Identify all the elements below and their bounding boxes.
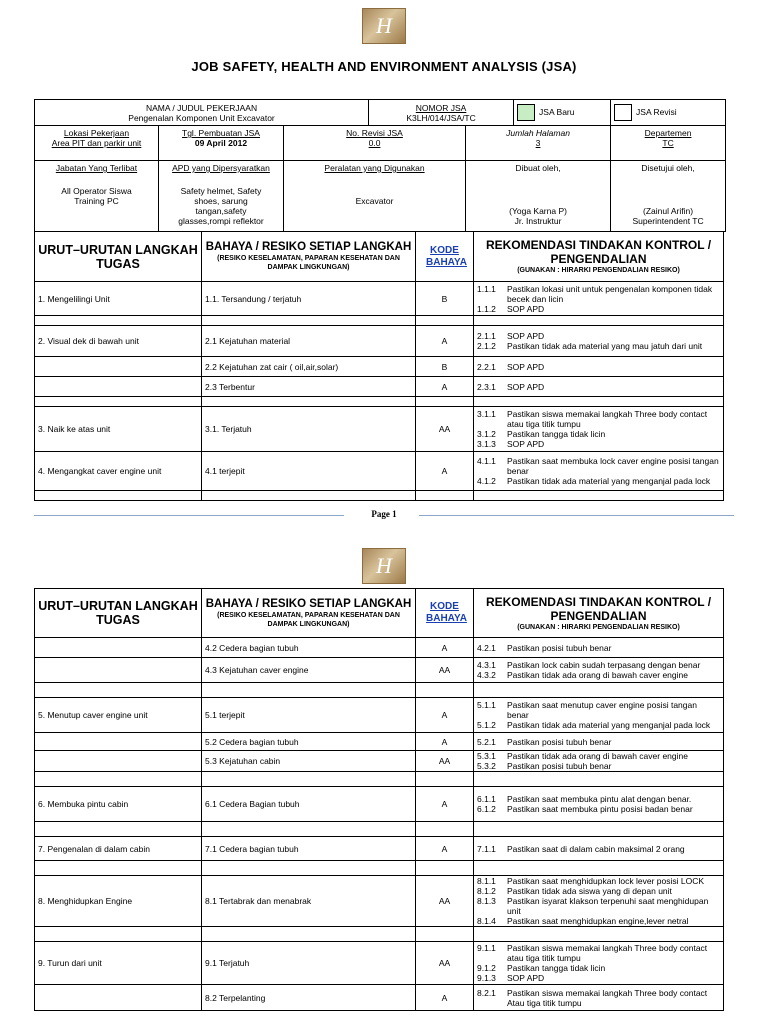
step-row [35, 326, 724, 357]
recommendation-text: Pastikan siswa memakai langkah Three body contact atau tiga titik tumpu [507, 943, 708, 963]
recommendation-text: Pastikan tidak ada orang di bawah caver engine [507, 670, 688, 680]
recommendation-item [477, 409, 720, 429]
recommendation-cell [474, 985, 724, 1011]
hazard-cell: 2.3 Terbentur [202, 377, 416, 397]
step-row [35, 787, 724, 822]
step-row [35, 942, 724, 985]
recommendation-item [477, 737, 720, 747]
hazard-cell: 5.3 Kejatuhan cabin [202, 751, 416, 772]
disetujui-cell [611, 161, 726, 232]
spacer-cell [474, 683, 724, 698]
header-rekomendasi-sub: (GUNAKAN : HIRARKI PENGENDALIAN RESIKO) [517, 267, 680, 274]
jsa-steps-table-page2 [34, 588, 724, 1011]
jsa-number-value: K3LH/014/JSA/TC [406, 112, 476, 123]
recommendation-text: Pastikan tidak ada material yang menganjal pada lock [507, 476, 711, 486]
jabatan-value: All Operator Siswa Training PC [61, 186, 132, 206]
recommendation-number: 1.1.1 [477, 283, 496, 294]
step-cell [35, 357, 202, 377]
dibuat-label: Dibuat oleh, [515, 163, 561, 173]
step-row [35, 282, 724, 316]
hazard-code-cell: AA [416, 658, 474, 683]
recommendation-number: 8.1.2 [477, 886, 496, 896]
recommendation-number: 2.1.1 [477, 331, 496, 341]
step-cell [35, 733, 202, 751]
recommendation-number: 5.2.1 [477, 736, 496, 747]
hazard-cell: 1.1. Tersandung / terjatuh [202, 282, 416, 316]
header-kode-bahaya[interactable]: KODE BAHAYA [416, 589, 474, 638]
recommendation-number: 8.1.4 [477, 916, 496, 926]
revisi-value: 0.0 [368, 138, 381, 148]
header-rekomendasi: REKOMENDASI TINDAKAN KONTROL / PENGENDALIAN [485, 594, 712, 623]
recommendation-item [477, 896, 720, 916]
recommendation-cell [474, 452, 724, 491]
step-row [35, 837, 724, 861]
recommendation-cell [474, 658, 724, 683]
spacer-row [35, 491, 724, 501]
hazard-code-cell: A [416, 733, 474, 751]
recommendation-number: 4.3.2 [477, 670, 496, 680]
recommendation-cell [474, 787, 724, 822]
step-row [35, 751, 724, 772]
company-logo: H [362, 8, 406, 44]
jabatan-label: Jabatan Yang Terlibat [55, 163, 138, 173]
recommendation-text: Pastikan tangga tidak licin [507, 963, 606, 973]
spacer-row [35, 316, 724, 326]
recommendation-item [477, 382, 720, 392]
step-row [35, 638, 724, 658]
recommendation-text: SOP APD [507, 381, 545, 392]
jsa-revisi-checkbox[interactable] [614, 104, 632, 121]
jsa-info-table [34, 99, 726, 232]
recommendation-cell [474, 638, 724, 658]
spacer-row [35, 397, 724, 407]
step-cell: 2. Visual dek di bawah unit [35, 326, 202, 357]
recommendation-text: Pastikan posisi tubuh benar [507, 736, 612, 747]
hazard-code-cell: AA [416, 876, 474, 927]
header-bahaya: BAHAYA / RESIKO SETIAP LANGKAH [205, 597, 412, 610]
lokasi-value: Area PIT dan parkir unit [51, 138, 142, 148]
footer-rule-left [34, 515, 344, 516]
hazard-cell: 6.1 Cedera Bagian tubuh [202, 787, 416, 822]
recommendation-item [477, 304, 720, 314]
spacer-row [35, 683, 724, 698]
hazard-code-cell: A [416, 377, 474, 397]
recommendation-item [477, 439, 720, 449]
spacer-row [35, 861, 724, 876]
recommendation-item [477, 660, 720, 670]
spacer-cell [35, 772, 202, 787]
recommendation-text: Pastikan saat menghidupkan lock lever posisi LOCK [507, 876, 705, 886]
recommendation-text: Pastikan isyarat klakson terpenuhi saat menghidupan unit [507, 896, 709, 916]
recommendation-item [477, 331, 720, 341]
spacer-cell [416, 491, 474, 501]
jsa-revisi-cell[interactable] [611, 100, 726, 126]
recommendation-item [477, 643, 720, 653]
page-footer [34, 509, 734, 521]
hazard-cell: 5.1 terjepit [202, 698, 416, 733]
header-bahaya-cell [202, 232, 416, 282]
recommendation-item [477, 794, 720, 804]
spacer-row [35, 772, 724, 787]
recommendation-number: 9.1.3 [477, 973, 496, 983]
halaman-label: Jumlah Halaman [506, 128, 570, 138]
peralatan-label: Peralatan yang Digunakan [324, 163, 425, 173]
disetujui-role: Superintendent TC [632, 216, 704, 226]
header-bahaya: BAHAYA / RESIKO SETIAP LANGKAH [205, 241, 412, 253]
recommendation-cell [474, 357, 724, 377]
spacer-row [35, 927, 724, 942]
spacer-cell [474, 491, 724, 501]
step-cell: 4. Mengangkat caver engine unit [35, 452, 202, 491]
recommendation-item [477, 804, 720, 814]
recommendation-cell [474, 407, 724, 452]
recommendation-text: SOP APD [507, 331, 545, 341]
disetujui-name: (Zainul Arifin) [643, 206, 694, 216]
tgl-label: Tgl. Pembuatan JSA [182, 128, 260, 138]
recommendation-number: 5.1.1 [477, 700, 496, 710]
recommendation-text: SOP APD [507, 361, 545, 372]
recommendation-item [477, 362, 720, 372]
revisi-label: No. Revisi JSA [346, 128, 403, 138]
recommendation-number: 3.1.1 [477, 409, 496, 419]
hazard-code-cell: AA [416, 751, 474, 772]
recommendation-number: 8.1.1 [477, 876, 496, 886]
spacer-cell [202, 822, 416, 837]
spacer-cell [35, 316, 202, 326]
apd-value: Safety helmet, Safety shoes, sarung tangan,safety glasses,rompi reflektor [178, 186, 264, 226]
step-cell: 5. Menutup caver engine unit [35, 698, 202, 733]
spacer-cell [474, 397, 724, 407]
recommendation-text: Pastikan siswa memakai langkah Three body contact atau tiga titik tumpu [507, 409, 708, 429]
recommendation-item [477, 973, 720, 983]
tgl-value: 09 April 2012 [194, 138, 248, 148]
job-name-label: NAMA / JUDUL PEKERJAAN [145, 102, 258, 113]
hazard-cell: 4.2 Cedera bagian tubuh [202, 638, 416, 658]
recommendation-number: 8.1.3 [477, 896, 496, 906]
recommendation-text: SOP APD [507, 303, 545, 314]
recommendation-text: Pastikan tangga tidak licin [507, 429, 606, 439]
header-rekomendasi-cell [474, 232, 724, 282]
recommendation-text: Pastikan lock cabin sudah terpasang dengan benar [507, 660, 701, 670]
dibuat-name: (Yoga Karna P) [509, 206, 567, 216]
recommendation-number: 9.1.2 [477, 963, 496, 973]
header-rekomendasi-sub: (GUNAKAN : HIRARKI PENGENDALIAN RESIKO) [517, 623, 680, 631]
recommendation-text: Pastikan lokasi unit untuk pengenalan komponen tidak becek dan licin [507, 283, 713, 304]
jsa-baru-label: JSA Baru [539, 106, 575, 117]
header-bahaya-sub: (RESIKO KESELAMATAN, PAPARAN KESEHATAN DAN DAMPAK LINGKUNGAN) [217, 611, 400, 628]
recommendation-text: Pastikan posisi tubuh benar [507, 761, 612, 771]
recommendation-cell [474, 876, 724, 927]
header-urutan: URUT–URUTAN LANGKAH TUGAS [35, 232, 202, 282]
spacer-row [35, 822, 724, 837]
spacer-cell [416, 397, 474, 407]
recommendation-number: 4.1.1 [477, 456, 496, 466]
recommendation-number: 6.1.2 [477, 804, 496, 814]
step-row [35, 733, 724, 751]
jsa-steps-table-page1 [34, 231, 724, 501]
recommendation-item [477, 341, 720, 351]
spacer-cell [202, 861, 416, 876]
hazard-cell: 7.1 Cedera bagian tubuh [202, 837, 416, 861]
recommendation-number: 7.1.1 [477, 843, 496, 854]
hazard-cell: 8.2 Terpelanting [202, 985, 416, 1011]
hazard-code-cell: A [416, 326, 474, 357]
recommendation-cell [474, 698, 724, 733]
recommendation-number: 9.1.1 [477, 943, 496, 953]
spacer-cell [35, 397, 202, 407]
recommendation-number: 3.1.2 [477, 429, 496, 439]
step-row [35, 698, 724, 733]
hazard-cell: 8.1 Tertabrak dan menabrak [202, 876, 416, 927]
recommendation-cell [474, 837, 724, 861]
spacer-cell [35, 822, 202, 837]
header-bahaya-cell [202, 589, 416, 638]
recommendation-text: Pastikan tidak ada material yang mau jatuh dari unit [507, 341, 703, 351]
jsa-number-cell [369, 100, 514, 126]
hazard-code-cell: A [416, 985, 474, 1011]
hazard-code-cell: A [416, 698, 474, 733]
recommendation-text: SOP APD [507, 973, 545, 983]
hazard-code-cell: A [416, 837, 474, 861]
hazard-code-cell: B [416, 357, 474, 377]
recommendation-item [477, 670, 720, 680]
hazard-cell: 9.1 Terjatuh [202, 942, 416, 985]
header-bahaya-sub: (RESIKO KESELAMATAN, PAPARAN KESEHATAN DAN DAMPAK LINGKUNGAN) [217, 255, 400, 271]
spacer-cell [35, 491, 202, 501]
step-cell: 8. Menghidupkan Engine [35, 876, 202, 927]
apd-cell [159, 161, 284, 232]
header-urutan: URUT–URUTAN LANGKAH TUGAS [35, 589, 202, 638]
step-cell: 6. Membuka pintu cabin [35, 787, 202, 822]
hazard-cell: 5.2 Cedera bagian tubuh [202, 733, 416, 751]
recommendation-number: 5.3.1 [477, 751, 496, 761]
recommendation-text: Pastikan saat membuka lock caver engine posisi tangan benar [507, 456, 719, 476]
spacer-cell [416, 683, 474, 698]
spacer-cell [416, 822, 474, 837]
recommendation-text: Pastikan posisi tubuh benar [507, 642, 612, 653]
job-name-cell [35, 100, 369, 126]
spacer-cell [202, 397, 416, 407]
header-kode-bahaya[interactable]: KODE BAHAYA [416, 232, 474, 282]
recommendation-number: 3.1.3 [477, 439, 496, 449]
recommendation-item [477, 988, 720, 1008]
header-rekomendasi-cell [474, 589, 724, 638]
recommendation-text: Pastikan tidak ada siswa yang di depan unit [507, 886, 672, 896]
hazard-code-cell: A [416, 787, 474, 822]
dept-cell [611, 126, 726, 161]
spacer-cell [35, 861, 202, 876]
step-cell: 9. Turun dari unit [35, 942, 202, 985]
recommendation-item [477, 916, 720, 926]
recommendation-number: 8.2.1 [477, 987, 496, 998]
recommendation-number: 4.2.1 [477, 642, 496, 653]
document-title: JOB SAFETY, HEALTH AND ENVIRONMENT ANALYSIS (JSA) [191, 59, 577, 74]
jabatan-cell [35, 161, 159, 232]
spacer-cell [416, 772, 474, 787]
recommendation-item [477, 761, 720, 771]
hazard-cell: 2.2 Kejatuhan zat cair ( oil,air,solar) [202, 357, 416, 377]
recommendation-item [477, 700, 720, 720]
jsa-revisi-label: JSA Revisi [636, 106, 677, 117]
recommendation-item [477, 476, 720, 486]
recommendation-number: 5.3.2 [477, 761, 496, 771]
recommendation-number: 6.1.1 [477, 794, 496, 804]
hazard-code-cell: A [416, 638, 474, 658]
step-row [35, 876, 724, 927]
spacer-cell [202, 316, 416, 326]
hazard-code-cell: AA [416, 942, 474, 985]
dept-label: Departemen [644, 128, 692, 138]
spacer-cell [416, 927, 474, 942]
step-cell: 7. Pengenalan di dalam cabin [35, 837, 202, 861]
footer-rule-right [419, 515, 734, 516]
hazard-code-cell: B [416, 282, 474, 316]
recommendation-item [477, 876, 720, 886]
tgl-cell [159, 126, 284, 161]
step-cell [35, 751, 202, 772]
spacer-cell [474, 822, 724, 837]
recommendation-item [477, 284, 720, 304]
step-row [35, 357, 724, 377]
company-logo-page2: H [362, 548, 406, 584]
step-row [35, 658, 724, 683]
hazard-cell: 4.1 terjepit [202, 452, 416, 491]
halaman-value: 3 [535, 138, 541, 148]
step-cell: 3. Naik ke atas unit [35, 407, 202, 452]
recommendation-item [477, 751, 720, 761]
spacer-cell [202, 683, 416, 698]
recommendation-number: 4.1.2 [477, 476, 496, 486]
recommendation-text: Pastikan saat di dalam cabin maksimal 2 orang [507, 843, 685, 854]
step-cell [35, 658, 202, 683]
recommendation-text: Pastikan tidak ada material yang menganjal pada lock [507, 720, 711, 730]
apd-label: APD yang Dipersyaratkan [172, 163, 270, 173]
job-name-value: Pengenalan Komponen Unit Excavator [128, 112, 275, 123]
page-number: Page 1 [371, 509, 397, 519]
lokasi-label: Lokasi Pekerjaan [63, 128, 130, 138]
step-row [35, 452, 724, 491]
recommendation-text: Pastikan saat menghidupkan engine,lever netral [507, 916, 689, 926]
recommendation-item [477, 456, 720, 476]
spacer-cell [474, 316, 724, 326]
recommendation-number: 2.1.2 [477, 341, 496, 351]
jsa-baru-cell[interactable] [514, 100, 611, 126]
step-cell: 1. Mengelilingi Unit [35, 282, 202, 316]
hazard-code-cell: A [416, 452, 474, 491]
recommendation-cell [474, 282, 724, 316]
recommendation-item [477, 943, 720, 963]
recommendation-text: Pastikan tidak ada orang di bawah caver engine [507, 751, 688, 761]
spacer-cell [416, 861, 474, 876]
recommendation-number: 1.1.2 [477, 303, 496, 314]
recommendation-item [477, 429, 720, 439]
hazard-cell: 2.1 Kejatuhan material [202, 326, 416, 357]
spacer-cell [35, 927, 202, 942]
spacer-cell [416, 316, 474, 326]
disetujui-label: Disetujui oleh, [641, 163, 695, 173]
recommendation-item [477, 844, 720, 854]
spacer-cell [202, 491, 416, 501]
step-cell [35, 377, 202, 397]
step-cell [35, 985, 202, 1011]
jsa-baru-checkbox[interactable] [517, 104, 535, 121]
step-row [35, 377, 724, 397]
step-row [35, 407, 724, 452]
hazard-code-cell: AA [416, 407, 474, 452]
peralatan-value: Excavator [355, 196, 394, 206]
recommendation-cell [474, 377, 724, 397]
dibuat-cell [466, 161, 611, 232]
jsa-number-label: NOMOR JSA [415, 102, 467, 113]
recommendation-number: 5.1.2 [477, 720, 496, 730]
halaman-cell [466, 126, 611, 161]
spacer-cell [202, 927, 416, 942]
recommendation-item [477, 886, 720, 896]
recommendation-text: Pastikan siswa memakai langkah Three body contact Atau tiga titik tumpu [507, 987, 708, 1008]
recommendation-text: Pastikan saat membuka pintu alat dengan benar. [507, 794, 692, 804]
recommendation-cell [474, 942, 724, 985]
step-row [35, 985, 724, 1011]
dibuat-role: Jr. Instruktur [514, 216, 562, 226]
recommendation-cell [474, 326, 724, 357]
spacer-cell [35, 683, 202, 698]
lokasi-cell [35, 126, 159, 161]
hazard-cell: 4.3 Kejatuhan caver engine [202, 658, 416, 683]
revisi-cell [284, 126, 466, 161]
recommendation-number: 2.3.1 [477, 381, 496, 392]
recommendation-text: Pastikan saat membuka pintu posisi badan benar [507, 804, 693, 814]
recommendation-number: 4.3.1 [477, 660, 496, 670]
step-cell [35, 638, 202, 658]
header-rekomendasi: REKOMENDASI TINDAKAN KONTROL / PENGENDALIAN [485, 238, 712, 266]
spacer-cell [202, 772, 416, 787]
peralatan-cell [284, 161, 466, 232]
recommendation-cell [474, 733, 724, 751]
recommendation-text: Pastikan saat menutup caver engine posisi tangan benar [507, 700, 697, 720]
recommendation-cell [474, 751, 724, 772]
spacer-cell [474, 861, 724, 876]
dept-value: TC [662, 138, 674, 148]
recommendation-item [477, 963, 720, 973]
recommendation-text: SOP APD [507, 439, 545, 449]
spacer-cell [474, 772, 724, 787]
recommendation-number: 2.2.1 [477, 361, 496, 372]
spacer-cell [474, 927, 724, 942]
hazard-cell: 3.1. Terjatuh [202, 407, 416, 452]
recommendation-item [477, 720, 720, 730]
